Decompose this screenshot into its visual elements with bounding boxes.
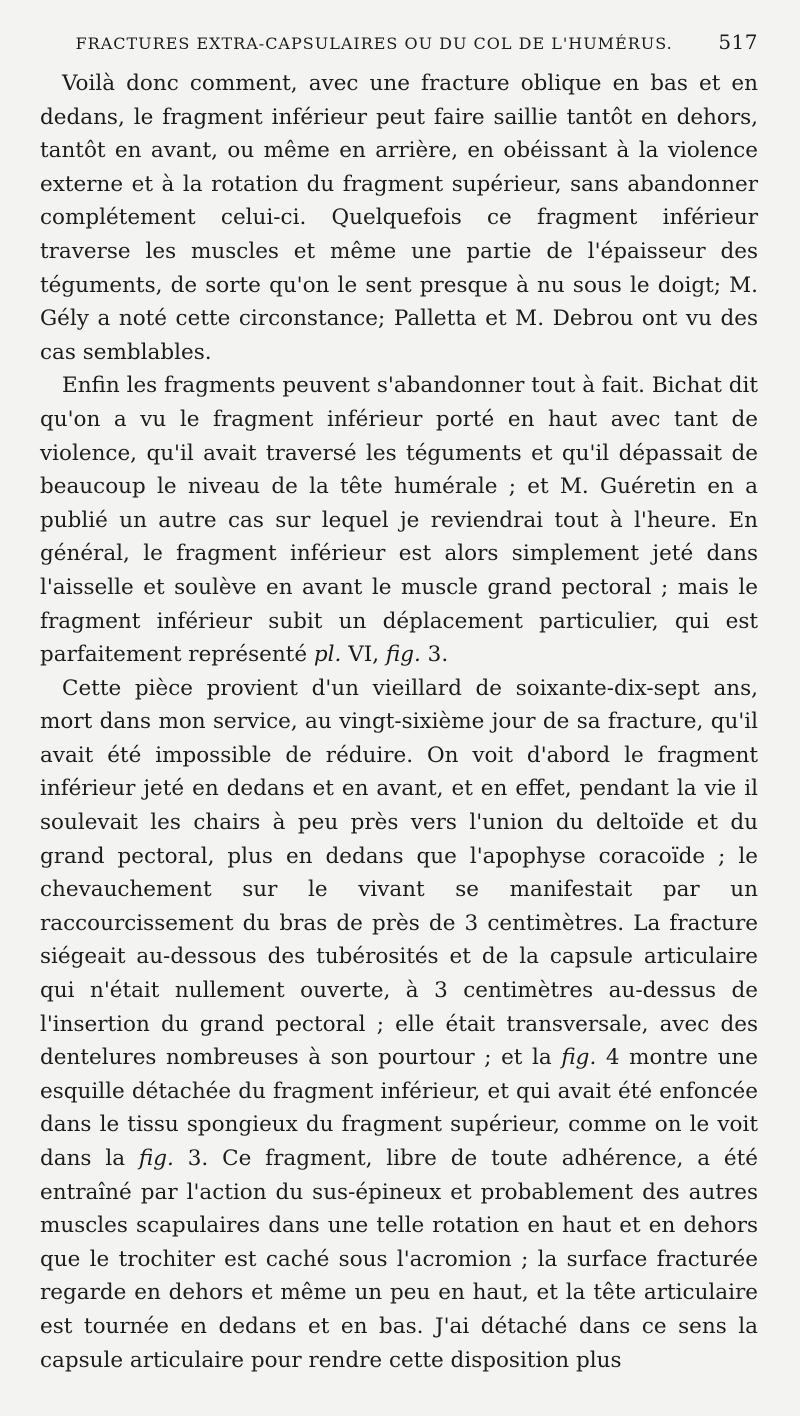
- plate-reference: pl.: [313, 642, 342, 668]
- paragraph-2: [40, 369, 758, 671]
- body-text: [40, 67, 758, 1377]
- paragraph-text: Cette pièce provient d'un vieillard de soixante-dix-sept ans, mort dans mon service, au vingt-sixième jour de sa fracture, qu'il avait été impossible de réduire. On voit d'abord le fragment inférieur jeté en dedans et en avant, et en effet, pendant la vie il soulevait les chairs à peu près vers l'union du deltoïde et du grand pectoral, plus en dedans que l'apophyse coracoïde ; le chevauchement sur le vivant se manifestait par un raccourcissement du bras de près de 3 centimètres. La fracture siégeait au-dessous des tubérosités et de la capsule articulaire qui n'était nullement ouverte, à 3 centimètres au-dessus de l'insertion du grand pectoral ; elle était transversale, avec des dentelures nombreuses à son pourtour ; et la: [40, 675, 758, 1071]
- paragraph-text: 4 montre une esquille détachée du fragment inférieur, et qui avait été enfoncée dans le tissu spongieux du fragment supérieur, comme on le voit dans la: [40, 1045, 759, 1171]
- figure-reference: fig.: [138, 1146, 174, 1171]
- paragraph-text: 3.: [420, 642, 449, 668]
- paragraph-text: VI,: [341, 642, 386, 668]
- page-number: 517: [718, 30, 758, 54]
- figure-reference: fig.: [385, 642, 421, 668]
- paragraph-3: [40, 672, 758, 1377]
- running-header: [40, 30, 758, 62]
- figure-reference: fig.: [561, 1045, 597, 1071]
- paragraph-text: Enfin les fragments peuvent s'abandonner tout à fait. Bichat dit qu'on a vu le fragment inférieur porté en haut avec tant de violence, qu'il avait traversé les téguments et qu'il dépassait de beaucoup le niveau de la tête humérale ; et M. Guéretin en a publié un autre cas sur lequel je reviendrai tout à l'heure. En général, le fragment inférieur est alors simplement jeté dans l'aisselle et soulève en avant le muscle grand pectoral ; mais le fragment inférieur subit un déplacement particulier, qui est parfaitement représenté: [40, 373, 758, 668]
- paragraph-text: 3. Ce fragment, libre de toute adhérence, a été entraîné par l'action du sus-épineux et probablement des autres muscles scapulaires dans une telle rotation en haut et en dehors que le trochiter est caché sous l'acromion ; la surface fracturée regarde en dehors et même un peu en haut, et la tête articulaire est tournée en dedans et en bas. J'ai détaché dans ce sens la capsule articulaire pour rendre cette disposition plus: [40, 1146, 759, 1373]
- running-title: FRACTURES EXTRA-CAPSULAIRES OU DU COL DE L'HUMÉRUS.: [75, 34, 673, 53]
- paragraph-1: [40, 67, 758, 369]
- paragraph-text: Voilà donc comment, avec une fracture oblique en bas et en dedans, le fragment inférieur peut faire saillie tantôt en dehors, tantôt en avant, ou même en arrière, en obéissant à la violence externe et à la rotation du fragment supérieur, sans abandonner complétement celui-ci. Quelquefois ce fragment inférieur traverse les muscles et même une partie de l'épaisseur des téguments, de sorte qu'on le sent presque à nu sous le doigt; M. Gély a noté cette circonstance; Palletta et M. Debrou ont vu des cas semblables.: [40, 71, 758, 365]
